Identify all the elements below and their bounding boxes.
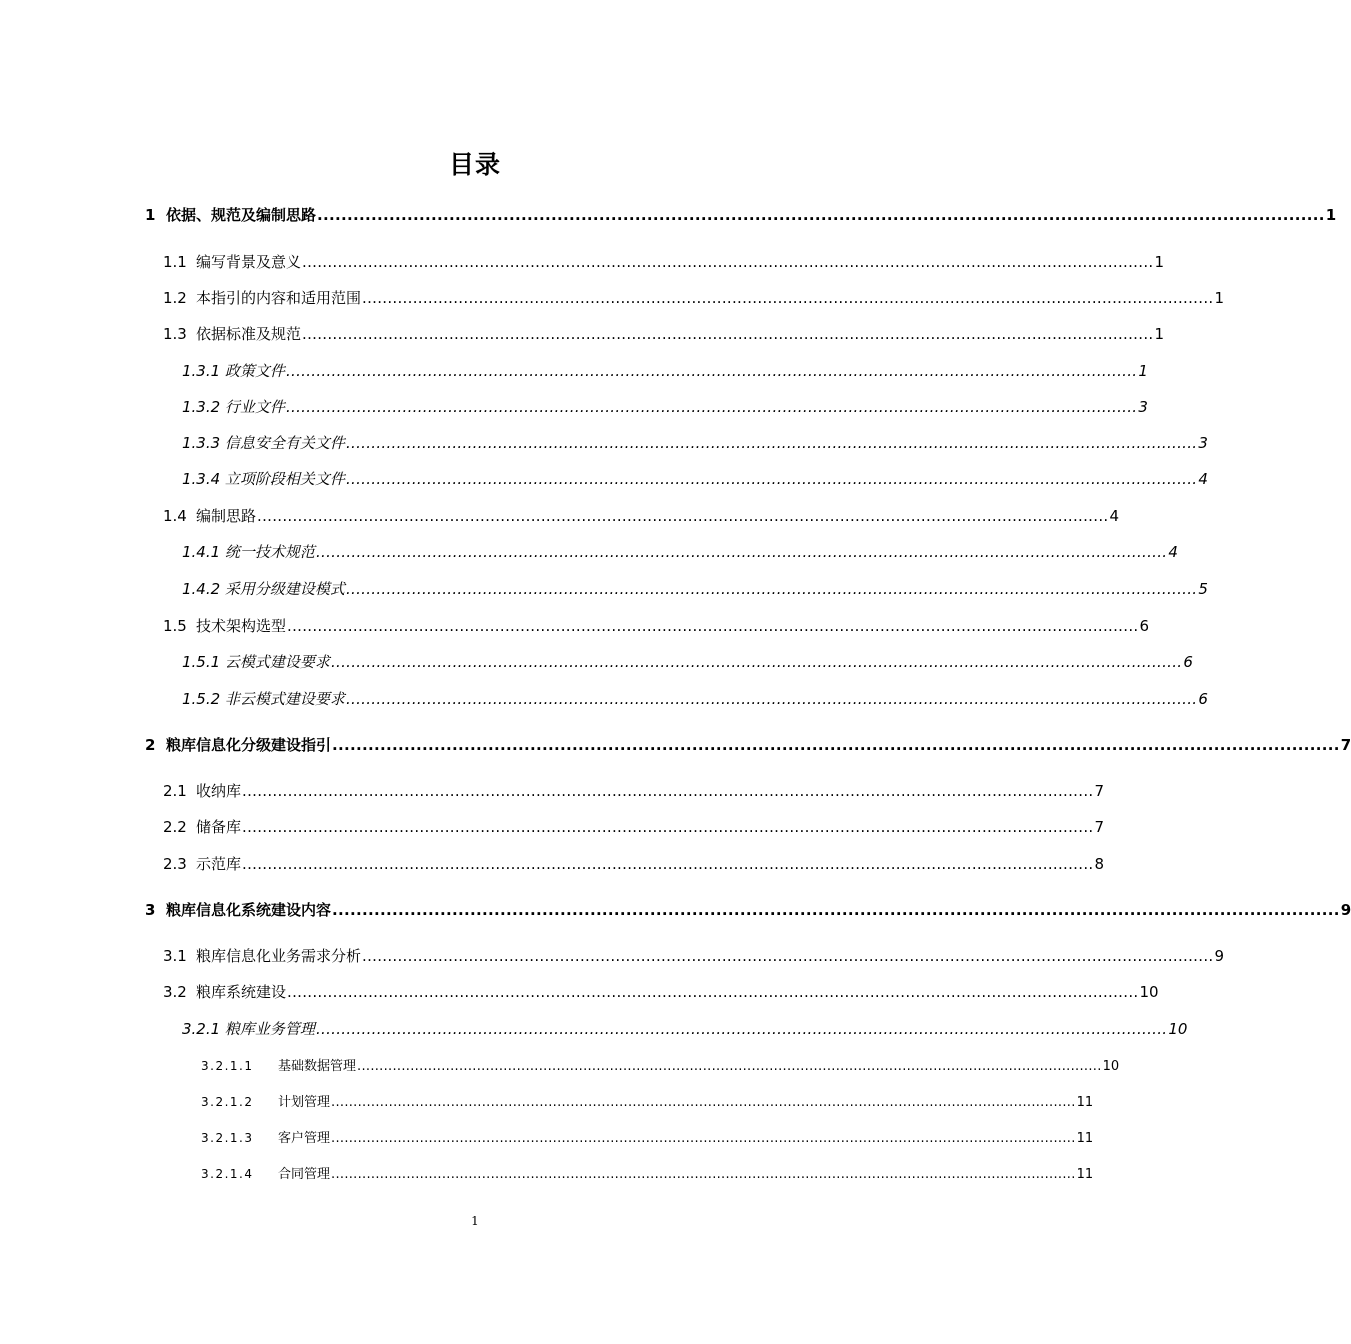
dot-leader: ........................................................................................................................................................................ <box>362 289 1214 307</box>
toc-entry-3-1[interactable] <box>163 945 1224 966</box>
toc-entry-1-4[interactable] <box>163 505 1119 526</box>
toc-entry-page: 8 <box>1094 855 1104 873</box>
toc-entry-page: 6 <box>1139 617 1149 635</box>
dot-leader: ........................................................................................................................................................................ <box>332 901 1340 919</box>
toc-entry-3-2-1[interactable] <box>182 1018 1188 1039</box>
toc-entry-page: 11 <box>1076 1095 1094 1110</box>
dot-leader: ........................................................................................................................................................................ <box>285 362 1138 380</box>
toc-entry-number: 3.2 <box>163 983 187 1001</box>
toc-entry-label: 3.2.1 粮库业务管理 <box>182 1020 315 1038</box>
toc-entry-page: 5 <box>1198 580 1208 598</box>
toc-entry-number: 1 <box>145 206 156 224</box>
toc-entry-label: 合同管理 <box>278 1167 331 1182</box>
toc-entry-page: 6 <box>1198 690 1208 708</box>
toc-entry-1-5[interactable] <box>163 615 1149 636</box>
toc-entry-label: 1.5.1 云模式建设要求 <box>182 653 330 671</box>
toc-entry-number: 2.1 <box>163 782 187 800</box>
dot-leader: ........................................................................................................................................................................ <box>315 543 1168 561</box>
toc-entry-number: 2 <box>145 736 156 754</box>
dot-leader: ........................................................................................................................................................................ <box>242 782 1094 800</box>
toc-entry-label: 计划管理 <box>278 1095 331 1110</box>
toc-entry-1-5-2[interactable] <box>182 688 1208 709</box>
dot-leader: ........................................................................................................................................................................ <box>330 653 1183 671</box>
toc-entry-page: 4 <box>1198 470 1208 488</box>
toc-entry-page: 3 <box>1198 434 1208 452</box>
toc-entry-label: 粮库信息化分级建设指引 <box>166 736 332 754</box>
toc-entry-1-1[interactable] <box>163 251 1164 272</box>
dot-leader: ........................................................................................................................................................................ <box>257 507 1109 525</box>
toc-entry-1-3[interactable] <box>163 323 1164 344</box>
toc-entry-label: 1.5.2 非云模式建设要求 <box>182 690 345 708</box>
toc-entry-2-3[interactable] <box>163 853 1104 874</box>
toc-entry-1-5-1[interactable] <box>182 651 1193 672</box>
toc-entry-label: 基础数据管理 <box>278 1059 357 1074</box>
toc-entry-label: 示范库 <box>196 855 242 873</box>
toc-entry-label: 粮库信息化系统建设内容 <box>166 901 332 919</box>
dot-leader: ........................................................................................................................................................................ <box>357 1059 1102 1074</box>
toc-entry-page: 3 <box>1138 398 1148 416</box>
toc-entry-label: 1.3.1 政策文件 <box>182 362 285 380</box>
toc-entry-number: 3 <box>145 901 156 919</box>
toc-entry-label: 1.3.4 立项阶段相关文件 <box>182 470 345 488</box>
toc-entry-page: 1 <box>1154 253 1164 271</box>
toc-entry-number: 2.3 <box>163 855 187 873</box>
toc-entry-chapter-2[interactable] <box>145 734 1351 755</box>
toc-entry-page: 9 <box>1214 947 1224 965</box>
toc-entry-label: 1.4.2 采用分级建设模式 <box>182 580 345 598</box>
toc-entry-number: 1.2 <box>163 289 187 307</box>
toc-entry-chapter-3[interactable] <box>145 899 1351 920</box>
dot-leader: ........................................................................................................................................................................ <box>302 253 1154 271</box>
toc-entry-number: 1.1 <box>163 253 187 271</box>
dot-leader: ........................................................................................................................................................................ <box>345 690 1198 708</box>
toc-entry-page: 11 <box>1076 1131 1094 1146</box>
toc-entry-page: 10 <box>1102 1059 1120 1074</box>
toc-title: 目录 <box>448 150 501 179</box>
dot-leader: ........................................................................................................................................................................ <box>345 434 1198 452</box>
dot-leader: ........................................................................................................................................................................ <box>287 617 1139 635</box>
dot-leader: ........................................................................................................................................................................ <box>332 736 1340 754</box>
toc-entry-label: 客户管理 <box>278 1131 331 1146</box>
dot-leader: ........................................................................................................................................................................ <box>285 398 1138 416</box>
toc-entry-label: 收纳库 <box>196 782 242 800</box>
toc-entry-1-3-3[interactable] <box>182 432 1208 453</box>
toc-entry-3-2-1-1[interactable] <box>201 1055 1120 1074</box>
toc-entry-page: 1 <box>1154 325 1164 343</box>
toc-entry-label: 储备库 <box>196 818 242 836</box>
toc-entry-label: 编制思路 <box>196 507 257 525</box>
toc-entry-label: 1.3.3 信息安全有关文件 <box>182 434 345 452</box>
toc-entry-page: 10 <box>1168 1020 1188 1038</box>
toc-entry-label: 1.3.2 行业文件 <box>182 398 285 416</box>
toc-entry-page: 4 <box>1109 507 1119 525</box>
dot-leader: ........................................................................................................................................................................ <box>345 580 1198 598</box>
dot-leader: ........................................................................................................................................................................ <box>331 1095 1076 1110</box>
toc-entry-1-2[interactable] <box>163 287 1224 308</box>
toc-entry-label: 依据标准及规范 <box>196 325 302 343</box>
toc-entry-label: 技术架构选型 <box>196 617 287 635</box>
dot-leader: ........................................................................................................................................................................ <box>345 470 1198 488</box>
toc-entry-1-3-1[interactable] <box>182 360 1148 381</box>
dot-leader: ........................................................................................................................................................................ <box>331 1131 1076 1146</box>
toc-entry-number: 3.2.1.1 <box>201 1059 254 1073</box>
toc-entry-page: 1 <box>1214 289 1224 307</box>
toc-entry-label: 编写背景及意义 <box>196 253 302 271</box>
dot-leader: ........................................................................................................................................................................ <box>315 1020 1168 1038</box>
toc-entry-number: 1.4 <box>163 507 187 525</box>
toc-entry-2-1[interactable] <box>163 780 1104 801</box>
toc-entry-1-3-4[interactable] <box>182 468 1208 489</box>
toc-entry-label: 依据、规范及编制思路 <box>166 206 317 224</box>
dot-leader: ........................................................................................................................................................................ <box>362 947 1214 965</box>
toc-entry-number: 1.3 <box>163 325 187 343</box>
toc-entry-page: 11 <box>1076 1167 1094 1182</box>
toc-entry-page: 7 <box>1094 818 1104 836</box>
toc-entry-label: 粮库系统建设 <box>196 983 287 1001</box>
toc-entry-1-4-1[interactable] <box>182 541 1178 562</box>
dot-leader: ........................................................................................................................................................................ <box>331 1167 1076 1182</box>
toc-entry-page: 7 <box>1340 736 1351 754</box>
toc-entry-number: 1.5 <box>163 617 187 635</box>
toc-entry-1-4-2[interactable] <box>182 578 1208 599</box>
dot-leader: ........................................................................................................................................................................ <box>287 983 1139 1001</box>
toc-entry-number: 3.2.1.3 <box>201 1131 254 1145</box>
toc-entry-number: 3.1 <box>163 947 187 965</box>
toc-entry-number: 3.2.1.4 <box>201 1167 254 1181</box>
toc-entry-label: 本指引的内容和适用范围 <box>196 289 362 307</box>
dot-leader: ........................................................................................................................................................................ <box>302 325 1154 343</box>
toc-entry-page: 7 <box>1094 782 1104 800</box>
toc-entry-number: 2.2 <box>163 818 187 836</box>
toc-entry-3-2-1-2[interactable] <box>201 1091 1094 1110</box>
toc-entry-label: 粮库信息化业务需求分析 <box>196 947 362 965</box>
toc-entry-page: 6 <box>1183 653 1193 671</box>
toc-entry-page: 9 <box>1340 901 1351 919</box>
footer-page-number: 1 <box>471 1214 479 1228</box>
toc-entry-page: 4 <box>1168 543 1178 561</box>
toc-entry-label: 1.4.1 统一技术规范 <box>182 543 315 561</box>
toc-entry-3-2-1-3[interactable] <box>201 1127 1094 1146</box>
toc-entry-page: 10 <box>1139 983 1159 1001</box>
toc-entry-3-2[interactable] <box>163 981 1159 1002</box>
toc-entry-page: 1 <box>1138 362 1148 380</box>
dot-leader: ........................................................................................................................................................................ <box>242 855 1094 873</box>
dot-leader: ........................................................................................................................................................................ <box>242 818 1094 836</box>
toc-entry-2-2[interactable] <box>163 816 1104 837</box>
dot-leader: ........................................................................................................................................................................ <box>317 206 1325 224</box>
toc-entry-page: 1 <box>1325 206 1337 224</box>
toc-entry-number: 3.2.1.2 <box>201 1095 254 1109</box>
toc-entry-1-3-2[interactable] <box>182 396 1148 417</box>
toc-entry-3-2-1-4[interactable] <box>201 1163 1094 1182</box>
toc-entry-chapter-1[interactable] <box>145 204 1337 225</box>
